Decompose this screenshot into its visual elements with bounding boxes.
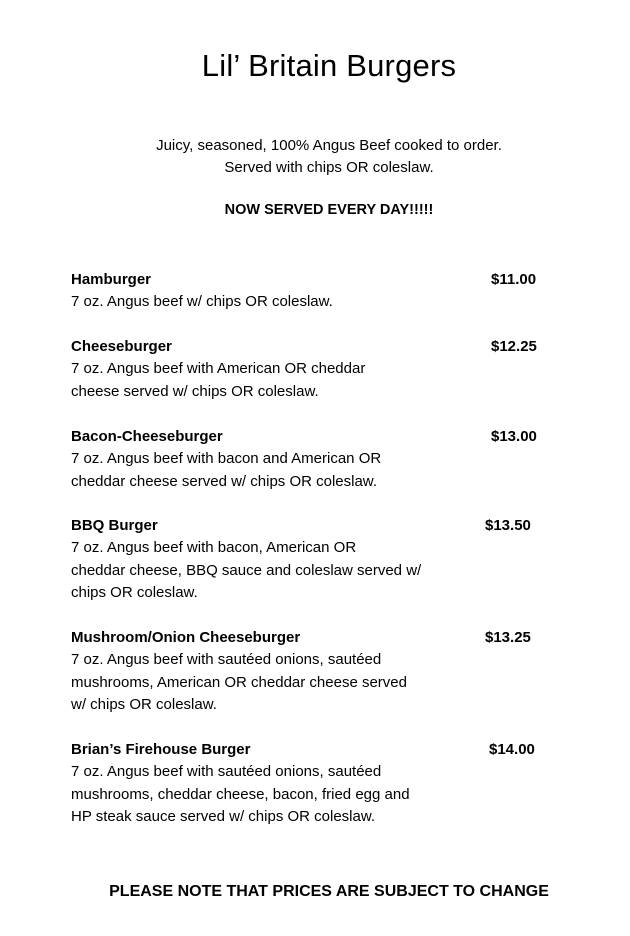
item-description-line: cheddar cheese served w/ chips OR coleslaw. — [71, 472, 377, 490]
item-description — [71, 358, 471, 403]
item-description-line: chips OR coleslaw. — [71, 584, 198, 601]
item-description-line: mushrooms, cheddar cheese, bacon, fried egg and — [71, 785, 410, 803]
item-price: $12.25 — [491, 338, 537, 355]
item-description-line: 7 oz. Angus beef with sautéed onions, sautéed — [71, 763, 382, 780]
intro-line-2: Served with chips OR coleslaw. — [224, 159, 434, 176]
item-name: Cheeseburger — [71, 338, 172, 355]
item-description-line: cheddar cheese, BBQ sauce and coleslaw served w/ — [71, 561, 422, 579]
announcement: NOW SERVED EVERY DAY!!!!! — [224, 202, 434, 218]
item-price: $14.00 — [489, 741, 535, 758]
item-description-line: HP steak sauce served w/ chips OR coleslaw. — [71, 808, 376, 825]
menu-title: Lil’ Britain Burgers — [201, 48, 457, 83]
item-description-line: 7 oz. Angus beef w/ chips OR coleslaw. — [71, 293, 333, 310]
item-price: $13.25 — [485, 629, 531, 646]
item-description — [71, 649, 471, 717]
item-description-line: 7 oz. Angus beef with American OR cheddar — [71, 360, 366, 377]
item-description-line: 7 oz. Angus beef with bacon, American OR — [71, 539, 357, 556]
item-name: Mushroom/Onion Cheeseburger — [71, 629, 301, 646]
item-name: BBQ Burger — [71, 517, 158, 534]
item-price: $11.00 — [491, 271, 537, 288]
item-description-line: 7 oz. Angus beef with bacon and American OR — [71, 450, 382, 467]
item-price: $13.50 — [485, 517, 531, 534]
item-description — [71, 291, 471, 314]
item-description — [71, 537, 471, 605]
item-description-line: w/ chips OR coleslaw. — [71, 696, 217, 713]
item-description — [71, 761, 471, 829]
item-description — [71, 448, 471, 493]
item-description-line: cheese served w/ chips OR coleslaw. — [71, 382, 319, 400]
item-name: Hamburger — [71, 271, 152, 288]
item-name: Brian’s Firehouse Burger — [71, 741, 251, 758]
item-description-line: mushrooms, American OR cheddar cheese served — [71, 673, 407, 691]
price-change-note: PLEASE NOTE THAT PRICES ARE SUBJECT TO CHANGE — [109, 883, 549, 900]
intro-line-1: Juicy, seasoned, 100% Angus Beef cooked to order. — [156, 137, 502, 154]
item-description-line: 7 oz. Angus beef with sautéed onions, sautéed — [71, 651, 382, 668]
item-price: $13.00 — [491, 428, 537, 445]
item-name: Bacon-Cheeseburger — [71, 428, 223, 445]
